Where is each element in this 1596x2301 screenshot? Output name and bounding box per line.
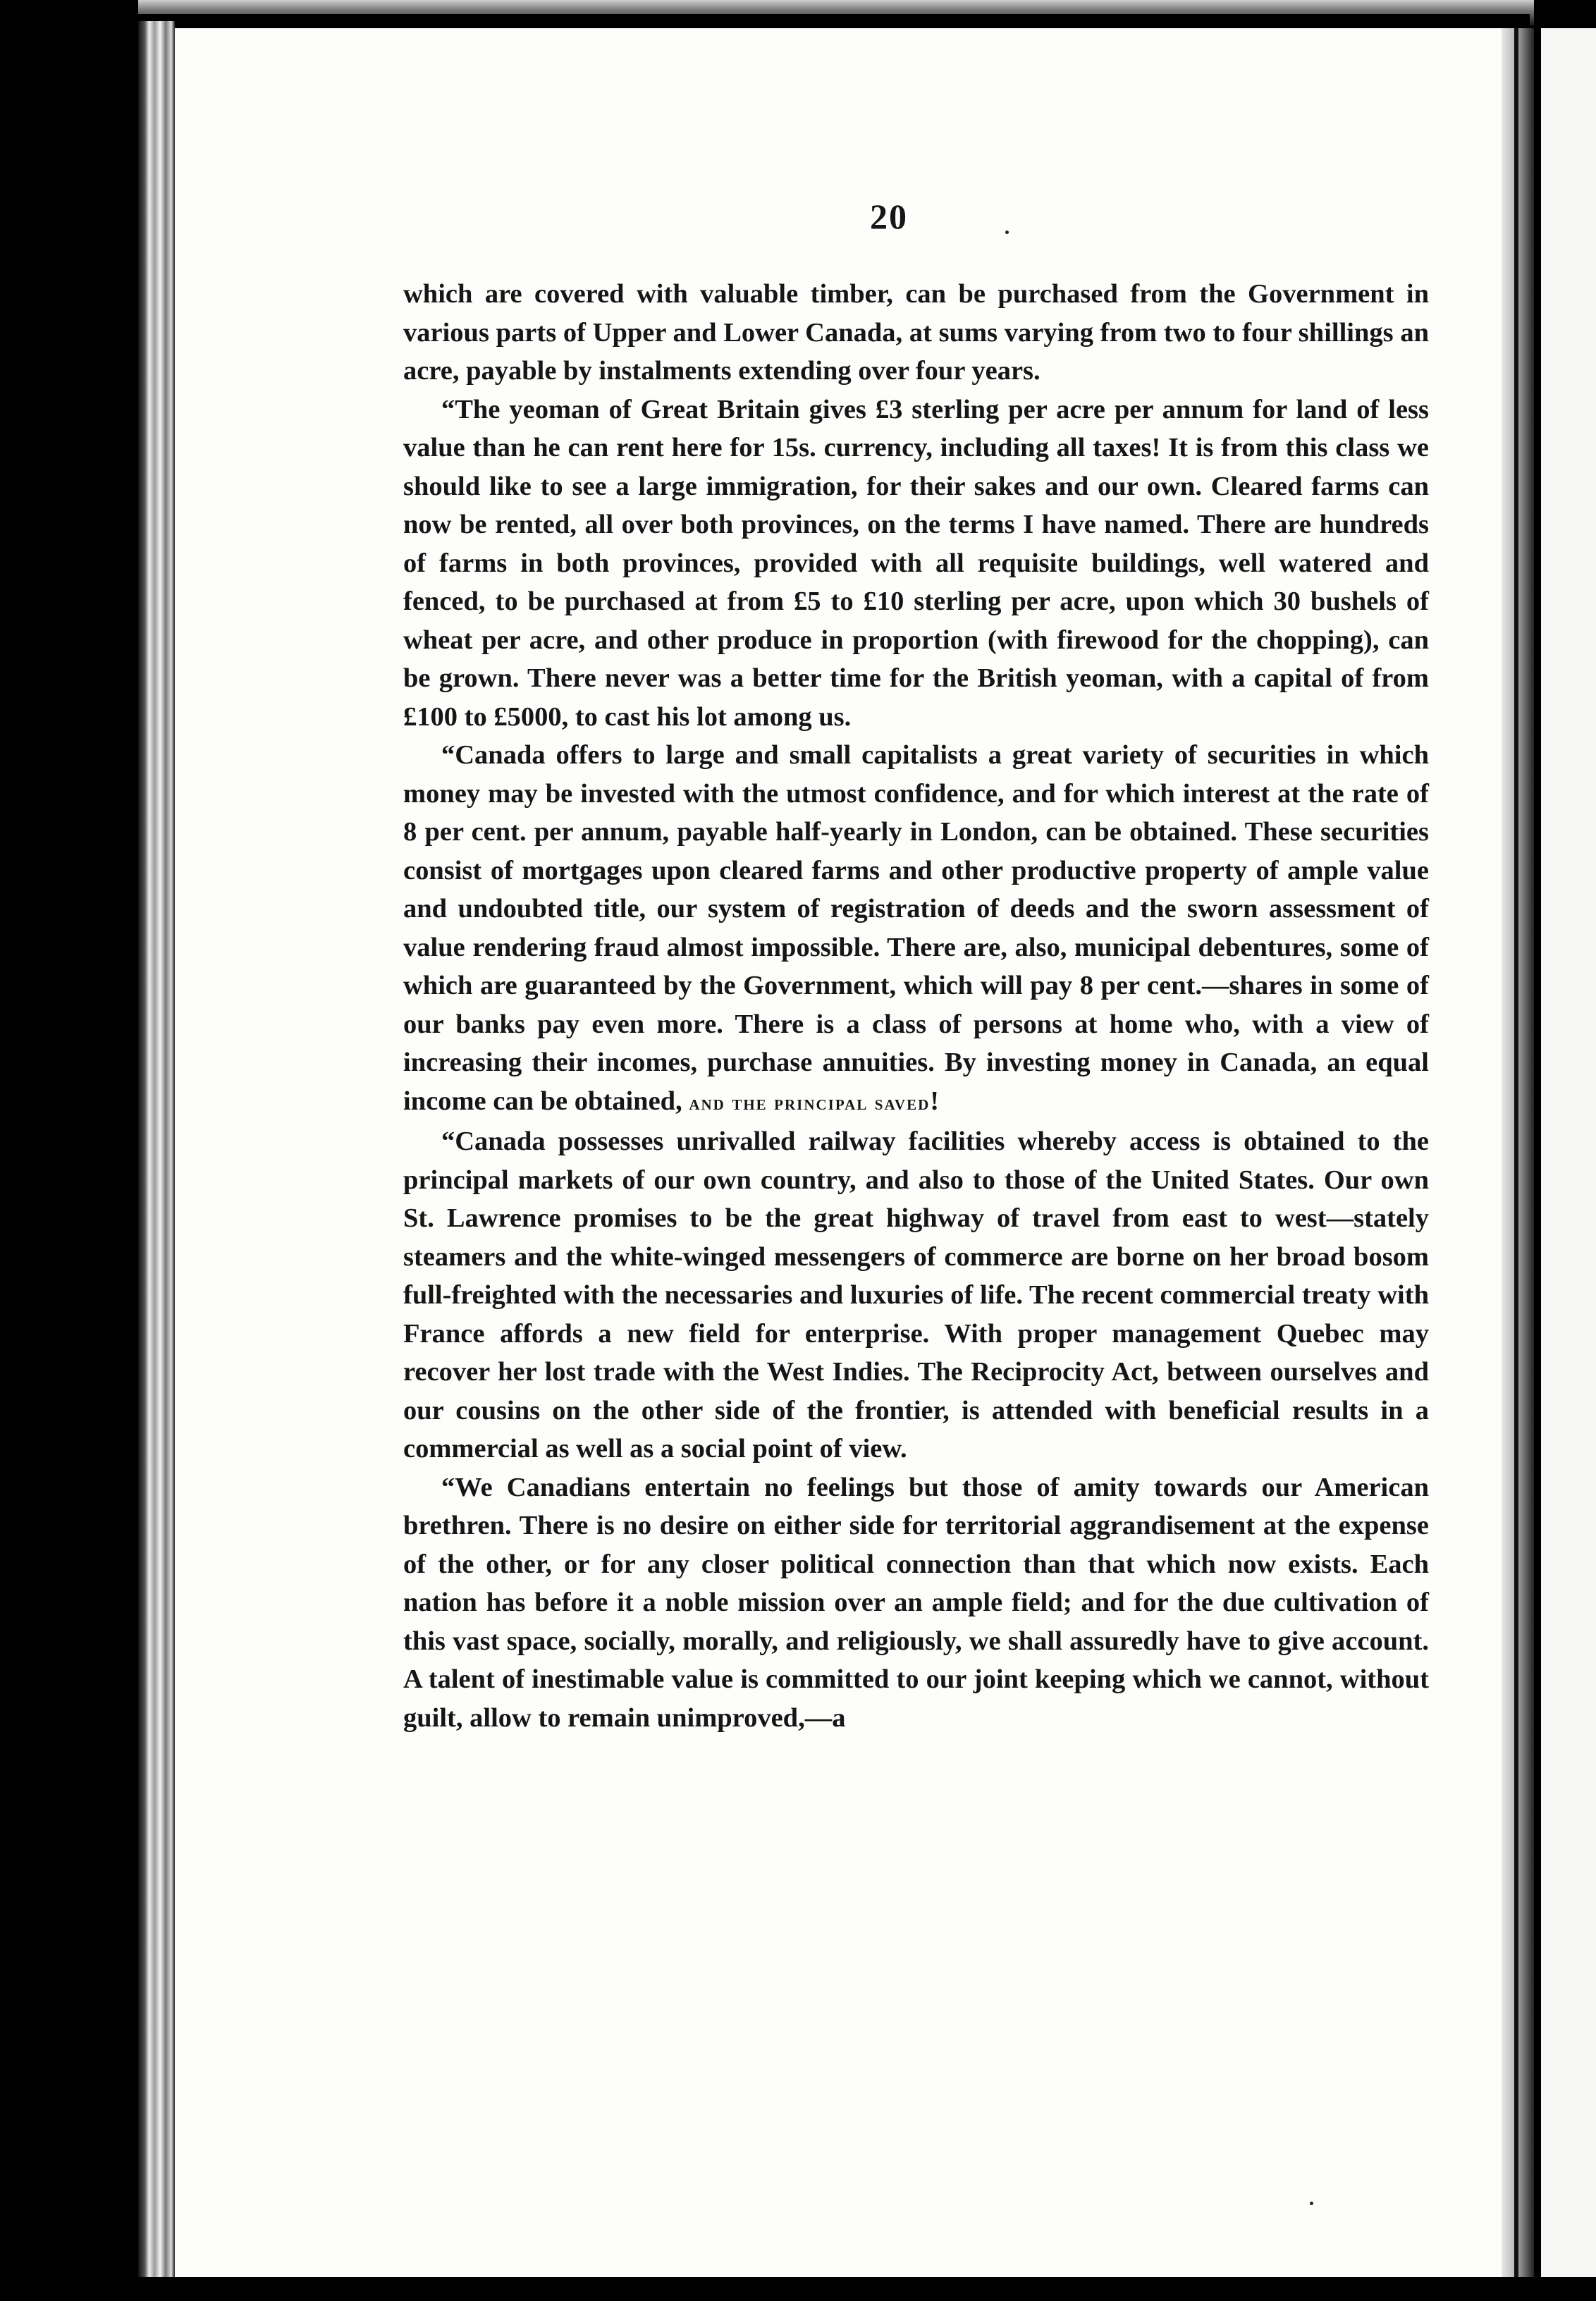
paragraph: “Canada possesses unrivalled railway facilities whereby access is obtained to the principal markets of our own country, and also to those of the United States. Our own St. Lawrence promises to be the great highway of travel from east to west—stately steamers and the white-winged messengers of commerce are borne on her broad bosom full-freighted with the necessaries and luxuries of life. The recent commercial treaty with France affords a new field for enterprise. With proper management Quebec may recover her lost trade with the West Indies. The Reciprocity Act, between ourselves and our cousins on the other side of the frontier, is attended with beneficial results in a commercial as well as a social point of view. [403, 1127, 1429, 1464]
paragraph-text: “Canada offers to large and small capitalists a great variety of securities in which money may be invested with the utmost confidence, and for which interest at the rate of 8 per cent. per annum, payable half-yearly in London, can be obtained. These securities consist of mortgages upon cleared farms and other productive property of ample value and undoubted title, our system of registration of deeds and the sworn assessment of value rendering fraud almost impossible. There are, also, municipal debentures, some of which are guaranteed by the Government, which will pay 8 per cent.—shares in some of our banks pay even more. There is a class of persons at home who, with a view of increasing their incomes, purchase annuities. By investing money in Canada, an equal income can be obtained, [403, 740, 1429, 1116]
emphasis-small-caps: and the principal saved [689, 1091, 931, 1115]
page-number: 20 [870, 197, 908, 236]
page-bottom-edge [0, 2277, 1596, 2301]
paragraph [403, 736, 1429, 1122]
paragraph: which are covered with valuable timber, can be purchased from the Government in various parts of Upper and Lower Canada, at sums varying from two to four shillings an acre, payable by instalments extending over four years. [403, 279, 1429, 386]
body-text [403, 275, 1429, 1737]
paragraph: “The yeoman of Great Britain gives £3 sterling per acre per annum for land of less value than he can rent here for 15s. currency, including all taxes! It is from this class we should like to see a large immigration, for their sakes and our own. Cleared farms can now be rented, all over both provinces, on the terms I have named. There are hundreds of farms in both provinces, provided with all requisite buildings, well watered and fenced, to be purchased at from £5 to £10 sterling per acre, upon which 30 bushels of wheat per acre, and other produce in proportion (with firewood for the chopping), can be grown. There never was a better time for the British yeoman, with a capital of from £100 to £5000, to cast his lot among us. [403, 394, 1429, 732]
book-binding [138, 21, 175, 2277]
paragraph-text-end: ! [930, 1086, 940, 1116]
scan-speck [1310, 2202, 1313, 2205]
page-right-edge [1502, 28, 1534, 2277]
paragraph: “We Canadians entertain no feelings but those of amity towards our American brethren. There is no desire on either side for territorial aggrandisement at the expense of the other, or for any closer political connection than that which now exists. Each nation has before it a noble mission over an ample field; and for the due cultivation of this vast space, socially, morally, and religiously, we shall assuredly have to give account. A talent of inestimable value is committed to our joint keeping which we cannot, without guilt, allow to remain unimproved,—a [403, 1472, 1429, 1733]
next-page-sliver [1534, 28, 1596, 2277]
scan-speck [1005, 231, 1009, 234]
